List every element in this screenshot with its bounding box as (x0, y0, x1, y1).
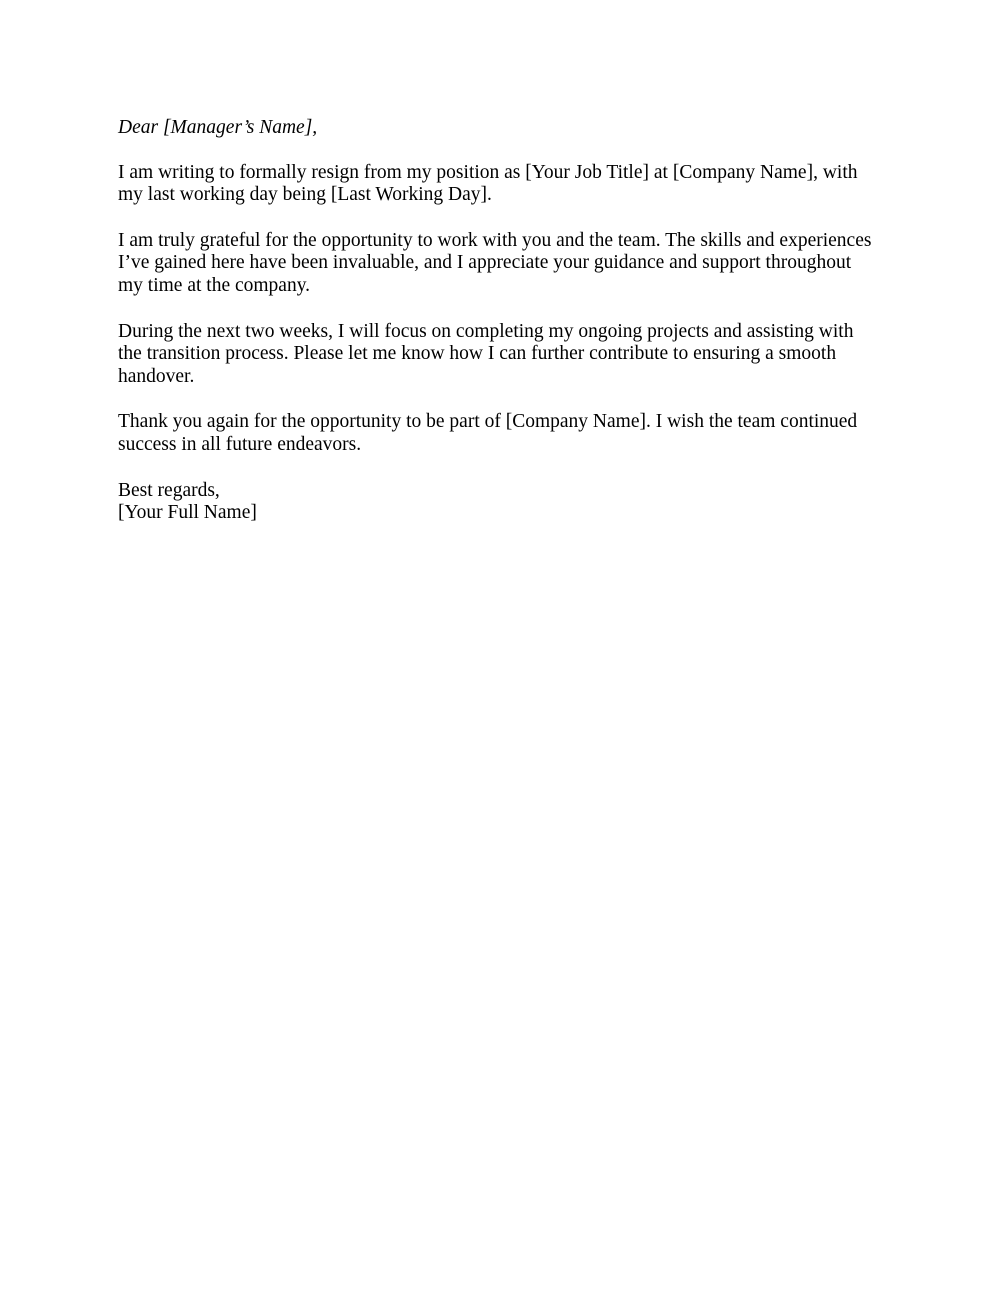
paragraph-resignation (118, 162, 888, 207)
text-line: I’ve gained here have been invaluable, and I appreciate your guidance and support throughout (118, 252, 852, 274)
text-line: the transition process. Please let me know how I can further contribute to ensuring a smooth (118, 343, 837, 365)
text-line: my time at the company. (118, 274, 311, 296)
text-line: handover. (118, 365, 195, 387)
salutation: Dear [Manager’s Name], (118, 117, 318, 138)
resignation-letter (118, 117, 888, 525)
paragraph-transition (118, 321, 888, 389)
closing-block (118, 480, 888, 525)
signature: [Your Full Name] (118, 502, 257, 524)
text-line: my last working day being [Last Working Day]. (118, 184, 492, 206)
closing: Best regards, (118, 479, 220, 501)
text-line: I am truly grateful for the opportunity to work with you and the team. The skills and experiences (118, 229, 872, 251)
text-line: success in all future endeavors. (118, 433, 362, 455)
paragraph-gratitude (118, 230, 888, 298)
text-line: During the next two weeks, I will focus on completing my ongoing projects and assisting with (118, 320, 854, 342)
paragraph-thanks (118, 411, 888, 456)
text-line: I am writing to formally resign from my position as [Your Job Title] at [Company Name], with (118, 161, 858, 183)
text-line: Thank you again for the opportunity to be part of [Company Name]. I wish the team continued (118, 411, 858, 433)
